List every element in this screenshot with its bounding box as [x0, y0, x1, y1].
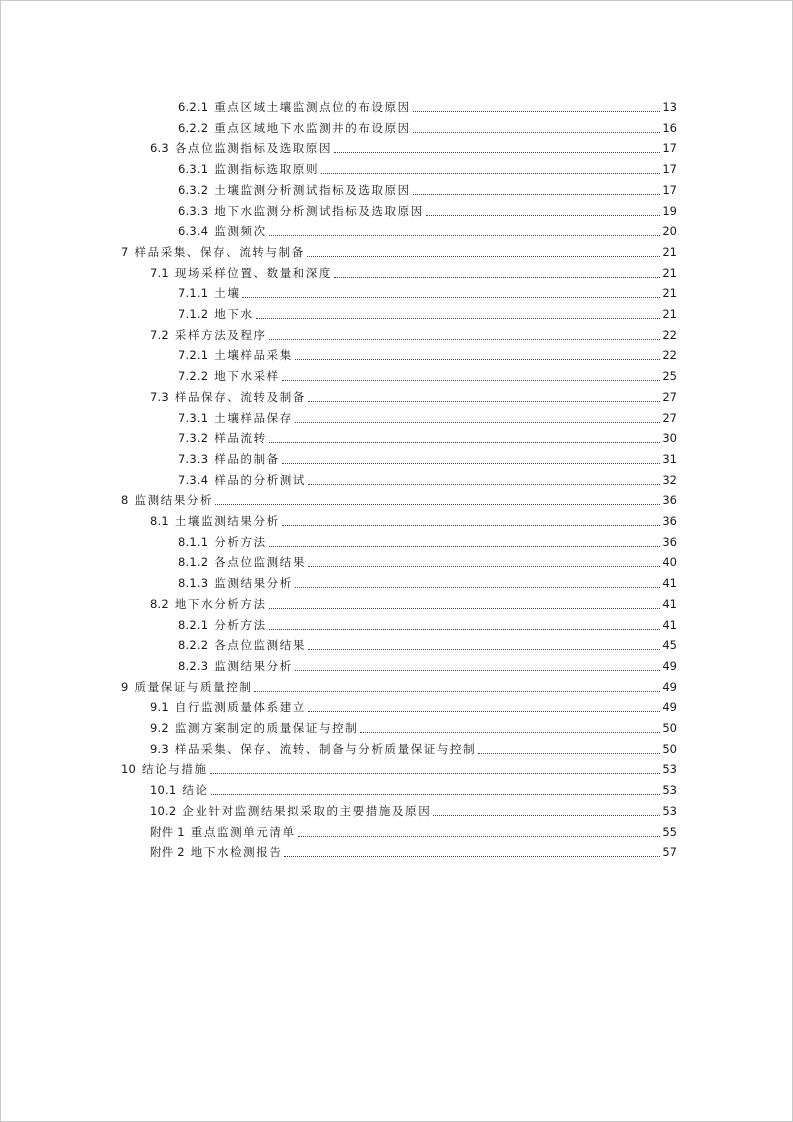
toc-entry[interactable]: [150, 388, 677, 406]
toc-entry-page-number: 17: [662, 141, 677, 156]
toc-entry-title: 各点位监测结果: [214, 555, 306, 570]
toc-dot-leader: [360, 732, 660, 733]
toc-entry[interactable]: [121, 678, 677, 696]
toc-dot-leader: [269, 235, 661, 236]
toc-entry-page-number: 50: [662, 721, 677, 735]
toc-dot-leader: [284, 856, 660, 857]
toc-entry-title: 样品的制备: [214, 451, 280, 466]
toc-entry-number: 7.3.2: [178, 431, 209, 446]
toc-entry-title: 自行监测质量体系建立: [174, 700, 306, 715]
toc-entry-title: 地下水分析方法: [174, 596, 267, 611]
toc-entry-title: 企业针对监测结果拟采取的主要措施及原因: [182, 803, 432, 818]
toc-entry-page-number: 19: [662, 203, 677, 218]
toc-entry-title: 重点区域土壤监测点位的布设原因: [214, 100, 411, 114]
toc-entry[interactable]: [150, 595, 677, 613]
toc-entry[interactable]: [178, 429, 677, 447]
toc-entry-page-number: 27: [662, 389, 677, 404]
toc-entry[interactable]: [150, 823, 677, 841]
toc-entry[interactable]: [178, 636, 677, 654]
toc-entry[interactable]: [150, 740, 677, 758]
toc-entry[interactable]: [178, 409, 677, 427]
toc-entry-number: 7.3.3: [178, 451, 209, 466]
toc-entry-number: 10.1: [150, 783, 177, 798]
toc-entry[interactable]: [150, 698, 677, 716]
toc-entry[interactable]: [178, 119, 677, 137]
toc-entry-number: 6.3: [150, 141, 169, 156]
toc-entry[interactable]: [178, 346, 677, 364]
toc-entry-page-number: 21: [662, 244, 677, 259]
toc-entry-title: 现场采样位置、数量和深度: [174, 265, 333, 280]
toc-entry-title: 样品采集、保存、流转、制备与分析质量保证与控制: [174, 741, 477, 756]
toc-entry-title: 监测频次: [214, 224, 267, 239]
toc-entry-page-number: 32: [662, 472, 677, 487]
toc-entry-number: 6.2.2: [178, 120, 209, 135]
toc-entry-title: 监测指标选取原则: [214, 162, 320, 177]
toc-entry-number: 6.3.3: [178, 203, 209, 218]
toc-entry-number: 10.2: [150, 803, 177, 818]
toc-entry[interactable]: [150, 264, 677, 282]
toc-entry[interactable]: [178, 533, 677, 551]
toc-entry-number: 7.3.1: [178, 410, 209, 425]
toc-entry[interactable]: [121, 760, 677, 778]
toc-entry-number: 8.1.1: [178, 534, 209, 549]
toc-entry-title: 结论与措施: [142, 762, 208, 777]
toc-entry-number: 9.1: [150, 700, 169, 715]
toc-entry-title: 土壤监测分析测试指标及选取原因: [214, 182, 411, 197]
toc-entry-number: 7: [121, 244, 129, 259]
toc-entry-page-number: 53: [662, 762, 677, 777]
toc-dot-leader: [426, 215, 660, 216]
toc-entry-number: 9.2: [150, 721, 169, 735]
toc-entry-title: 土壤样品保存: [214, 410, 293, 425]
toc-dot-leader: [269, 442, 661, 443]
toc-entry[interactable]: [150, 843, 677, 861]
toc-entry-page-number: 22: [662, 327, 677, 342]
toc-dot-leader: [433, 815, 660, 816]
toc-dot-leader: [413, 111, 661, 112]
toc-entry[interactable]: [121, 243, 677, 261]
toc-entry-page-number: 21: [662, 265, 677, 280]
toc-entry-page-number: 55: [662, 824, 677, 839]
toc-entry-title: 地下水采样: [214, 369, 280, 384]
toc-entry-number: 6.3.1: [178, 162, 209, 177]
toc-entry-title: 结论: [182, 783, 209, 798]
toc-entry-title: 地下水检测报告: [190, 845, 283, 860]
toc-entry-title: 样品保存、流转及制备: [174, 389, 306, 404]
toc-entry-page-number: 57: [662, 845, 677, 860]
toc-entry[interactable]: [178, 574, 677, 592]
toc-dot-leader: [211, 794, 661, 795]
toc-entry-number: 8.2.1: [178, 617, 209, 632]
toc-entry-page-number: 41: [662, 576, 677, 591]
toc-entry-page-number: 53: [662, 803, 677, 818]
toc-entry-number: 7.1: [150, 265, 169, 280]
toc-dot-leader: [215, 504, 660, 505]
toc-entry-title: 监测结果分析: [214, 576, 293, 591]
toc-dot-leader: [282, 463, 661, 464]
toc-entry-page-number: 17: [662, 162, 677, 177]
toc-dot-leader: [282, 525, 661, 526]
toc-entry-page-number: 13: [662, 100, 677, 114]
toc-dot-leader: [413, 132, 661, 133]
toc-dot-leader: [295, 422, 660, 423]
toc-entry-number: 7.2: [150, 327, 169, 342]
toc-entry[interactable]: [178, 284, 677, 302]
toc-entry-number: 附件 2: [150, 845, 185, 860]
toc-entry[interactable]: [178, 367, 677, 385]
toc-entry-title: 地下水监测分析测试指标及选取原因: [214, 203, 424, 218]
toc-entry[interactable]: [150, 719, 677, 737]
toc-dot-leader: [334, 277, 660, 278]
toc-entry-title: 采样方法及程序: [174, 327, 267, 342]
toc-entry[interactable]: [178, 471, 677, 489]
toc-entry-number: 7.3.4: [178, 472, 209, 487]
toc-entry-number: 8.1.2: [178, 555, 209, 570]
toc-entry-page-number: 16: [662, 120, 677, 135]
toc-entry-number: 7.1.1: [178, 286, 209, 301]
toc-entry-number: 9.3: [150, 741, 169, 756]
toc-dot-leader: [321, 173, 660, 174]
toc-entry[interactable]: [178, 553, 677, 571]
toc-entry[interactable]: [150, 512, 677, 530]
toc-dot-leader: [242, 297, 660, 298]
toc-dot-leader: [254, 691, 660, 692]
toc-entry-page-number: 21: [662, 286, 677, 301]
toc-entry[interactable]: [178, 657, 677, 675]
toc-entry-page-number: 22: [662, 348, 677, 363]
toc-dot-leader: [308, 649, 660, 650]
toc-entry-title: 样品流转: [214, 431, 267, 446]
toc-entry-page-number: 27: [662, 410, 677, 425]
toc-dot-leader: [282, 380, 661, 381]
toc-entry-page-number: 40: [662, 555, 677, 570]
toc-entry[interactable]: [178, 450, 677, 468]
toc-entry-number: 8: [121, 493, 129, 508]
toc-entry-number: 8.1: [150, 514, 169, 528]
toc-entry-page-number: 50: [662, 741, 677, 756]
toc-dot-leader: [295, 670, 660, 671]
toc-entry-number: 7.1.2: [178, 307, 209, 321]
toc-entry-page-number: 45: [662, 638, 677, 653]
toc-entry-title: 质量保证与质量控制: [134, 679, 253, 694]
toc-dot-leader: [308, 401, 660, 402]
toc-dot-leader: [308, 566, 660, 567]
toc-dot-leader: [308, 711, 660, 712]
toc-dot-leader: [269, 608, 661, 609]
toc-entry[interactable]: [150, 802, 677, 820]
toc-entry-page-number: 36: [662, 534, 677, 549]
toc-entry-number: 10: [121, 762, 137, 777]
toc-dot-leader: [308, 484, 660, 485]
toc-entry-page-number: 20: [662, 224, 677, 239]
toc-entry-page-number: 41: [662, 596, 677, 611]
toc-entry-title: 土壤样品采集: [214, 348, 293, 363]
toc-entry-title: 分析方法: [214, 534, 267, 549]
toc-dot-leader: [269, 629, 661, 630]
toc-entry[interactable]: [178, 98, 677, 116]
toc-entry[interactable]: [178, 160, 677, 178]
toc-dot-leader: [269, 546, 661, 547]
toc-entry-page-number: 30: [662, 431, 677, 446]
toc-entry-page-number: 41: [662, 617, 677, 632]
toc-entry-number: 8.2.3: [178, 658, 209, 673]
toc-entry[interactable]: [178, 305, 677, 323]
toc-entry-title: 样品采集、保存、流转与制备: [134, 244, 305, 259]
toc-entry-title: 土壤监测结果分析: [174, 514, 280, 528]
toc-entry-number: 6.3.2: [178, 182, 209, 197]
toc-dot-leader: [295, 359, 660, 360]
toc-entry-number: 6.3.4: [178, 224, 209, 239]
toc-entry-number: 9: [121, 679, 129, 694]
toc-entry-number: 8.2.2: [178, 638, 209, 653]
toc-entry-page-number: 49: [662, 658, 677, 673]
toc-entry-title: 分析方法: [214, 617, 267, 632]
toc-dot-leader: [295, 587, 660, 588]
toc-entry-title: 地下水: [214, 307, 254, 321]
toc-entry-number: 6.2.1: [178, 100, 209, 114]
toc-entry-title: 监测结果分析: [214, 658, 293, 673]
toc-entry-number: 8.1.3: [178, 576, 209, 591]
toc-entry-page-number: 31: [662, 451, 677, 466]
toc-dot-leader: [298, 836, 661, 837]
toc-dot-leader: [256, 318, 661, 319]
toc-entry-page-number: 36: [662, 493, 677, 508]
toc-dot-leader: [334, 152, 660, 153]
toc-entry[interactable]: [150, 326, 677, 344]
toc-entry[interactable]: [178, 222, 677, 240]
toc-entry-number: 附件 1: [150, 824, 185, 839]
toc-dot-leader: [478, 753, 660, 754]
toc-entry-page-number: 17: [662, 182, 677, 197]
toc-entry-title: 重点区域地下水监测井的布设原因: [214, 120, 411, 135]
toc-entry[interactable]: [178, 202, 677, 220]
toc-entry[interactable]: [178, 181, 677, 199]
toc-entry[interactable]: [121, 491, 677, 509]
toc-entry-page-number: 25: [662, 369, 677, 384]
toc-entry-page-number: 53: [662, 783, 677, 798]
toc-dot-leader: [413, 194, 661, 195]
toc-entry[interactable]: [150, 139, 677, 157]
toc-dot-leader: [269, 339, 661, 340]
toc-entry-page-number: 49: [662, 700, 677, 715]
toc-entry-title: 重点监测单元清单: [190, 824, 296, 839]
toc-entry-page-number: 36: [662, 514, 677, 528]
toc-entry-number: 7.2.1: [178, 348, 209, 363]
toc-entry-title: 样品的分析测试: [214, 472, 306, 487]
toc-entry-number: 7.2.2: [178, 369, 209, 384]
toc-entry-title: 监测结果分析: [134, 493, 214, 508]
toc-entry-number: 8.2: [150, 596, 169, 611]
toc-entry-page-number: 21: [662, 307, 677, 321]
toc-entry-number: 7.3: [150, 389, 169, 404]
toc-entry-title: 土壤: [214, 286, 241, 301]
toc-dot-leader: [210, 773, 661, 774]
toc-dot-leader: [307, 256, 661, 257]
toc-entry-title: 监测方案制定的质量保证与控制: [174, 721, 359, 735]
toc-entry[interactable]: [178, 616, 677, 634]
toc-entry[interactable]: [150, 781, 677, 799]
toc-entry-page-number: 49: [662, 679, 677, 694]
toc-entry-title: 各点位监测指标及选取原因: [174, 141, 333, 156]
toc-entry-title: 各点位监测结果: [214, 638, 306, 653]
